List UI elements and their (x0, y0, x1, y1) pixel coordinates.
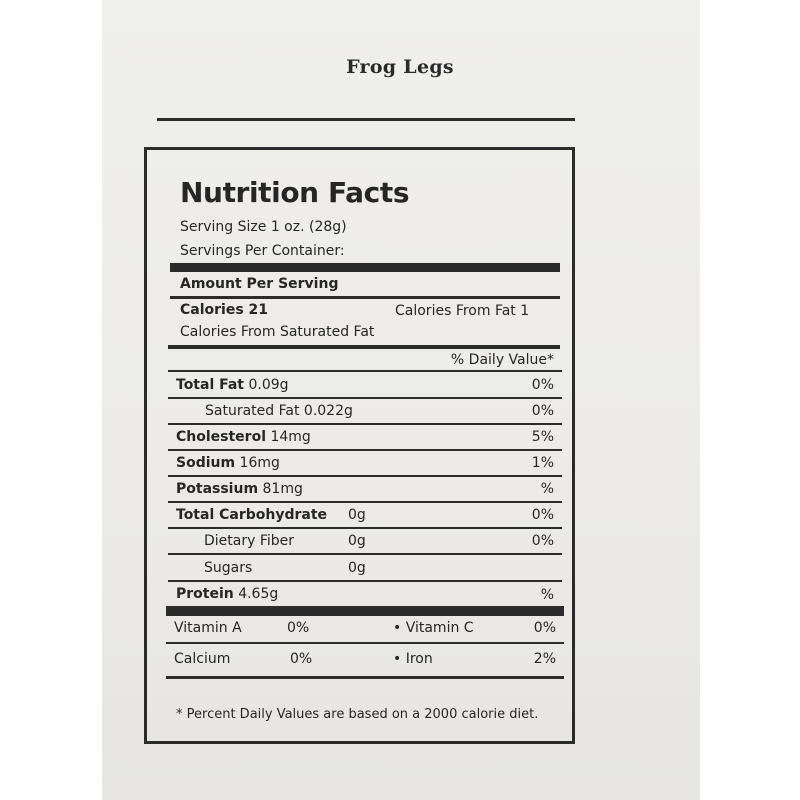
nutrient-cholesterol (176, 429, 311, 445)
footnote: * Percent Daily Values are based on a 2000 calorie diet. (176, 707, 539, 722)
nutrient-name: Sodium (176, 455, 236, 471)
document-title: Frog Legs (346, 56, 454, 78)
calories-from-saturated-fat: Calories From Saturated Fat (180, 324, 375, 340)
nutrient-saturated-fat (205, 403, 353, 419)
nutrient-dv: 0% (531, 533, 554, 549)
title-underline (157, 118, 575, 121)
nutrient-amount: 0.022g (303, 403, 353, 419)
vitamin-a: Vitamin A (174, 620, 242, 636)
nutrient-dv: 5% (531, 429, 554, 445)
row-rule (166, 642, 564, 644)
nutrient-dv: % (540, 587, 554, 603)
serving-size: Serving Size 1 oz. (28g) (180, 219, 347, 235)
row-rule (168, 397, 562, 399)
nutrient-dietary-fiber: Dietary Fiber (204, 533, 295, 549)
nutrient-name: Potassium (176, 481, 259, 497)
nutrient-total-fat (176, 377, 289, 393)
amount-per-serving: Amount Per Serving (180, 276, 339, 292)
nutrient-dv: % (540, 481, 554, 497)
nutrient-dv: 1% (531, 455, 554, 471)
calories-from-fat: Calories From Fat 1 (395, 303, 530, 319)
nutrition-facts-heading: Nutrition Facts (180, 176, 410, 209)
nutrient-amount: 0g (348, 533, 366, 549)
thick-rule-top (170, 263, 560, 272)
nutrient-dv: 0% (531, 507, 554, 523)
nutrient-amount: 0g (348, 507, 366, 523)
nutrient-amount: 0g (348, 560, 366, 576)
rule-bottom (166, 676, 564, 679)
vitamin-c: • Vitamin C (393, 620, 474, 636)
calcium-dv: 0% (290, 651, 313, 667)
nutrient-name: Total Fat (176, 377, 245, 393)
row-rule (168, 527, 562, 529)
calories: Calories 21 (180, 302, 269, 318)
row-rule (168, 501, 562, 503)
rule-amount (170, 296, 560, 299)
iron: • Iron (393, 651, 433, 667)
vitamin-c-dv: 0% (533, 620, 556, 636)
calcium: Calcium (174, 651, 231, 667)
nutrient-name: Saturated Fat (205, 403, 300, 419)
nutrient-total-carbohydrate: Total Carbohydrate (176, 507, 328, 523)
row-rule (168, 423, 562, 425)
nutrient-amount: 81mg (262, 481, 303, 497)
nutrient-amount: 14mg (270, 429, 311, 445)
nutrient-amount: 0.09g (248, 377, 289, 393)
row-rule (168, 553, 562, 555)
nutrient-amount: 4.65g (238, 586, 279, 602)
nutrient-potassium (176, 481, 303, 497)
row-rule (168, 475, 562, 477)
nutrient-name: Cholesterol (176, 429, 266, 445)
nutrient-sugars: Sugars (204, 560, 253, 576)
iron-dv: 2% (533, 651, 556, 667)
nutrient-dv: 0% (531, 403, 554, 419)
nutrient-sodium (176, 455, 280, 471)
nutrient-name: Protein (176, 586, 234, 602)
rule-dv (168, 370, 562, 372)
row-rule (168, 449, 562, 451)
row-rule (168, 580, 562, 582)
nutrient-protein (176, 586, 278, 602)
daily-value-header: % Daily Value* (450, 352, 554, 368)
nutrient-dv: 0% (531, 377, 554, 393)
thick-rule-vitamins (166, 606, 564, 616)
nutrient-amount: 16mg (239, 455, 280, 471)
servings-per-container: Servings Per Container: (180, 243, 345, 259)
vitamin-a-dv: 0% (287, 620, 310, 636)
thick-rule-calories (168, 345, 560, 349)
